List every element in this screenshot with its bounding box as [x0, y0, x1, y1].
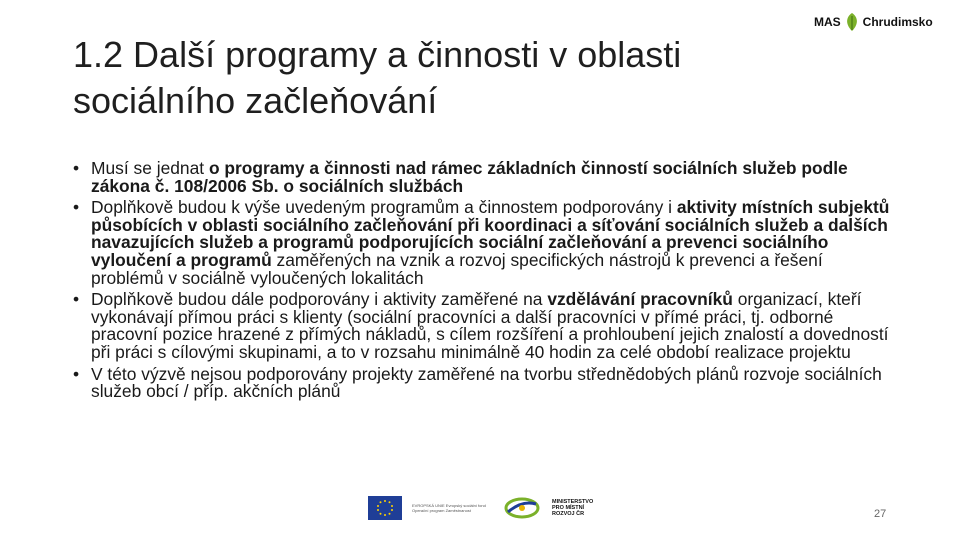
- logo-chrudimsko-text: Chrudimsko: [862, 15, 933, 29]
- eu-flag-icon: [368, 496, 402, 520]
- bullet-text: Doplňkově budou dále podporovány i aktivity zaměřené na: [91, 289, 548, 310]
- bullet-text: V této výzvě nejsou podporovány projekty zaměřené na tvorbu střednědobých plánů rozvoje sociálních služeb obcí / příp. akčních plánů: [91, 363, 882, 402]
- bullet-item: [73, 199, 893, 287]
- bullet-item: [73, 291, 893, 361]
- bullet-bold-text: vzdělávání pracovníků: [547, 289, 733, 310]
- bullet-item: [73, 160, 893, 195]
- page-number: 27: [874, 508, 887, 520]
- mas-chrudimsko-logo: [814, 12, 933, 32]
- bullet-text: Doplňkově budou k výše uvedeným programům a činnostem podporovány i: [91, 197, 677, 218]
- logo-mas-text: MAS: [814, 15, 841, 29]
- bullet-list: [73, 160, 893, 405]
- bullet-bold-text: aktivity místních subjektů působících v oblasti sociálního začleňování při koordinaci a síťování sociálních služeb a dalších navazujících služeb a programů podporujících sociální začleňování a prevenci sociálního vyloučení a programů: [91, 197, 890, 270]
- bullet-text: Musí se jednat: [91, 158, 209, 178]
- bullet-item: [73, 363, 893, 402]
- eu-caption: EVROPSKÁ UNIE Evropský sociální fond Operační program Zaměstnanost: [412, 503, 486, 513]
- bullet-text: zaměřených na vznik a rozvoj specifických nástrojů k prevenci a řešení problémů v sociálně vyloučených lokalitách: [91, 249, 823, 288]
- leaf-icon: [843, 12, 861, 32]
- ministry-caption: MINISTERSTVO PRO MÍSTNÍ ROZVOJ ČR: [552, 499, 594, 517]
- bullet-bold-text: o programy a činnosti nad rámec základních činností sociálních služeb podle zákona č. 108/2006 Sb. o sociálních službách: [91, 158, 848, 196]
- ministry-emblem-icon: [502, 494, 542, 522]
- bullet-text: organizací, kteří vykonávají přímou práci s klienty (sociální pracovníci a další pracovníci v přímé práci, tj. odborné pracovní pozice hrazené z přímých nákladů, s cílem rozšíření a prohloubení jejich znalostí a dovedností při práci s cílovými skupinami, a to v rozsahu minimálně 40 hodin za celé období realizace projektu: [91, 289, 889, 362]
- slide-title: 1.2 Další programy a činnosti v oblasti sociálního začleňování: [73, 34, 682, 121]
- footer-logos: [368, 494, 596, 522]
